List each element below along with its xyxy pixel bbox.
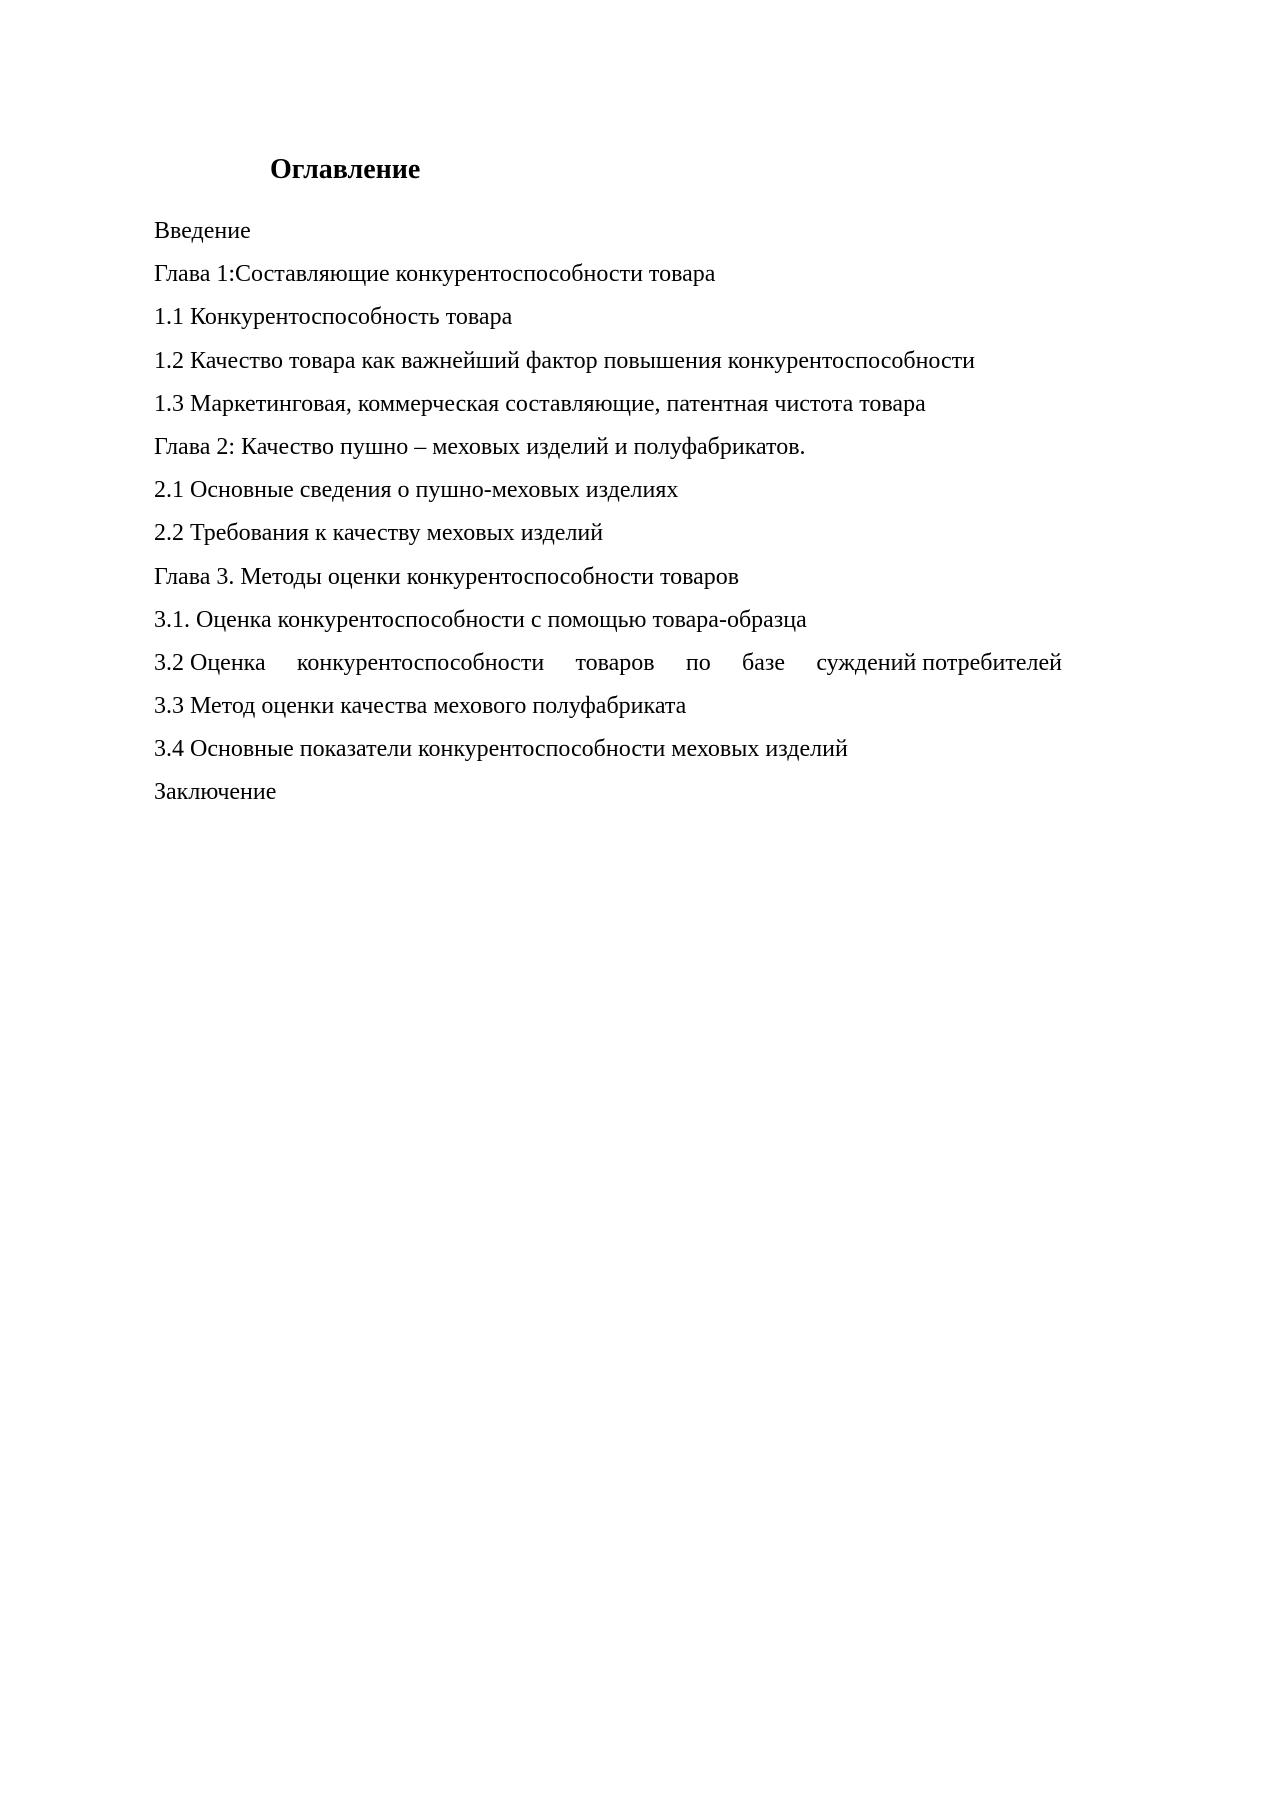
- toc-item-3-3: 3.3 Метод оценки качества мехового полуфабриката: [154, 693, 687, 720]
- toc-item-1-1: 1.1 Конкурентоспособность товара: [154, 304, 513, 331]
- toc-title: Оглавление: [270, 154, 421, 185]
- toc-list: [154, 210, 1094, 815]
- toc-item-3-2-word: 3.2 Оценка: [154, 649, 266, 676]
- toc-item-chapter-2: Глава 2: Качество пушно – меховых изделий и полуфабрикатов.: [154, 433, 806, 460]
- toc-item-3-2-word: базе: [742, 649, 786, 676]
- toc-item-chapter-1: Глава 1:Составляющие конкурентоспособности товара: [154, 261, 716, 288]
- toc-item-3-1: 3.1. Оценка конкурентоспособности с помощью товара-образца: [154, 606, 807, 633]
- toc-item-3-2-word: товаров: [575, 649, 655, 676]
- toc-item-3-2-word: по: [685, 649, 711, 676]
- toc-item-3-2-word: конкурентоспособности: [296, 649, 545, 676]
- toc-item-2-2: 2.2 Требования к качеству меховых изделий: [154, 520, 604, 547]
- toc-item-1-2: 1.2 Качество товара как важнейший фактор повышения конкурентоспособности: [154, 347, 976, 374]
- toc-item-3-4: 3.4 Основные показатели конкурентоспособности меховых изделий: [154, 736, 848, 763]
- toc-item-1-3: 1.3 Маркетинговая, коммерческая составляющие, патентная чистота товара: [154, 390, 926, 417]
- toc-item-conclusion: Заключение: [154, 779, 277, 806]
- toc-item-3-2: [154, 642, 1062, 685]
- toc-item-introduction: Введение: [154, 218, 251, 244]
- toc-item-chapter-3: Глава 3. Методы оценки конкурентоспособности товаров: [154, 563, 740, 590]
- toc-item-2-1: 2.1 Основные сведения о пушно-меховых изделиях: [154, 477, 679, 504]
- toc-item-3-2-word: суждений потребителей: [816, 649, 1062, 676]
